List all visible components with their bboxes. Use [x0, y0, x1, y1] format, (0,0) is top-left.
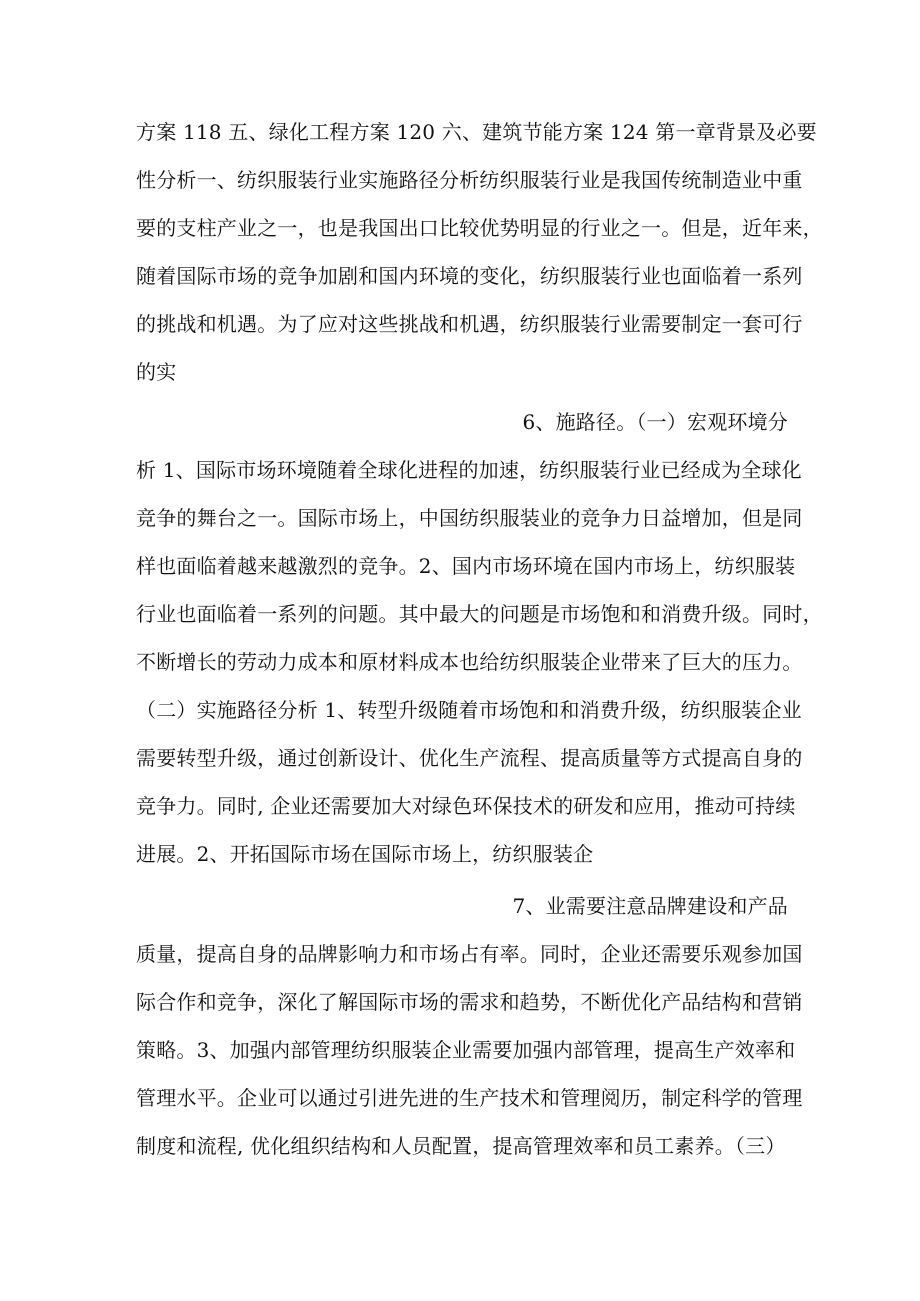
text-line: 制度和流程, 优化组织结构和人员配置，提高管理效率和员工素养。（三） [136, 1134, 786, 1158]
text-block-1 [136, 108, 823, 396]
text-line: 质量，提高自身的品牌影响力和市场占有率。同时，企业还需要乐观参加国 [136, 942, 803, 966]
text-line: 析 1、国际市场环境随着全球化进程的加速，纺织服装行业已经成为全球化 [136, 458, 802, 482]
text-block-2 [136, 398, 823, 878]
text-line: 方案 118 五、绿化工程方案 120 六、建筑节能方案 124 第一章背景及必要 [136, 120, 817, 144]
text-line: 竞争力。同时, 企业还需要加大对绿色环保技术的研发和应用，推动可持续 [136, 794, 796, 818]
text-line: 的实 [136, 360, 177, 384]
text-line: 随着国际市场的竞争加剧和国内环境的变化，纺织服装行业也面临着一系列 [136, 264, 803, 288]
text-line: 行业也面临着一系列的问题。其中最大的问题是市场饱和和消费升级。同时， [136, 602, 823, 626]
text-line: 竞争的舞台之一。国际市场上，中国纺织服装业的竞争力日益增加，但是同 [136, 506, 803, 530]
text-line: 样也面临着越来越激烈的竞争。2、国内市场环境在国内市场上，纺织服装 [136, 554, 796, 578]
text-line: 性分析一、纺织服装行业实施路径分析纺织服装行业是我国传统制造业中重 [136, 168, 803, 192]
text-line: 需要转型升级，通过创新设计、优化生产流程、提高质量等方式提高自身的 [136, 746, 803, 770]
text-block-3 [136, 882, 803, 1170]
text-line: 不断增长的劳动力成本和原材料成本也给纺织服装企业带来了巨大的压力。 [136, 650, 803, 674]
text-line: 要的支柱产业之一，也是我国出口比较优势明显的行业之一。但是，近年来， [136, 216, 823, 240]
section-number-line: 7、业需要注意品牌建设和产品 [512, 894, 788, 918]
text-line: 进展。2、开拓国际市场在国际市场上，纺织服装企 [136, 842, 594, 866]
text-line: 际合作和竞争，深化了解国际市场的需求和趋势，不断优化产品结构和营销 [136, 990, 803, 1014]
text-line: 管理水平。企业可以通过引进先进的生产技术和管理阅历，制定科学的管理 [136, 1086, 803, 1110]
section-number-line: 6、施路径。（一）宏观环境分 [522, 410, 788, 434]
text-line: 策略。3、加强内部管理纺织服装企业需要加强内部管理，提高生产效率和 [136, 1038, 796, 1062]
text-line: （二）实施路径分析 1、转型升级随着市场饱和和消费升级，纺织服装企业 [136, 698, 802, 722]
text-line: 的挑战和机遇。为了应对这些挑战和机遇，纺织服装行业需要制定一套可行 [136, 312, 803, 336]
